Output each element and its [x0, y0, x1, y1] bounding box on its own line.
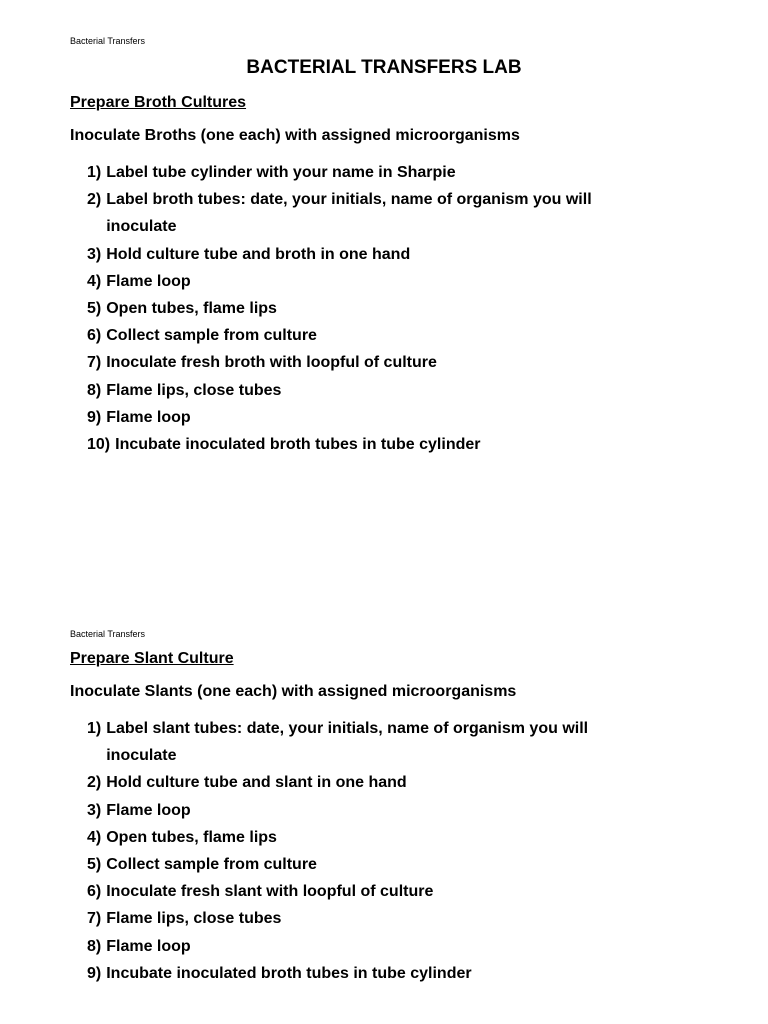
step-number: 8) — [87, 937, 102, 955]
list-item — [87, 404, 687, 431]
list-item — [87, 322, 687, 349]
step-number: 8) — [87, 381, 102, 399]
step-number: 3) — [87, 801, 102, 819]
step-text: Label tube cylinder with your name in Sharpie — [106, 164, 456, 181]
list-item — [87, 960, 687, 987]
list-item — [87, 769, 687, 796]
step-text: Label slant tubes: date, your initials, name of organism you will inoculate — [106, 720, 589, 765]
running-header: Bacterial Transfers — [70, 36, 146, 46]
step-text: Hold culture tube and broth in one hand — [106, 245, 411, 263]
step-text: Flame loop — [106, 272, 191, 290]
step-number: 2) — [87, 191, 102, 209]
step-number: 5) — [87, 300, 102, 318]
step-text: Flame loop — [106, 937, 191, 955]
step-number: 1) — [87, 164, 102, 181]
list-item — [87, 241, 687, 268]
list-item — [87, 349, 687, 376]
step-number: 4) — [87, 828, 102, 846]
section-heading-broth: Prepare Broth Cultures — [70, 94, 247, 111]
list-item — [87, 878, 687, 905]
step-number: 7) — [87, 910, 102, 928]
list-item — [87, 268, 687, 295]
slant-steps-list — [87, 715, 687, 987]
section-heading-slant: Prepare Slant Culture — [70, 650, 234, 667]
step-text: Collect sample from culture — [106, 327, 317, 345]
instruction-slant: Inoculate Slants (one each) with assigned microorganisms — [70, 683, 517, 700]
broth-steps-list — [87, 159, 687, 458]
step-text: Incubate inoculated broth tubes in tube cylinder — [115, 436, 481, 454]
list-item — [87, 431, 687, 458]
instruction-broth: Inoculate Broths (one each) with assigned microorganisms — [70, 127, 520, 144]
list-item — [87, 715, 687, 769]
list-item — [87, 295, 687, 322]
step-number: 3) — [87, 245, 102, 263]
step-number: 10) — [87, 436, 111, 454]
step-number: 6) — [87, 327, 102, 345]
step-text: Flame loop — [106, 801, 191, 819]
list-item — [87, 851, 687, 878]
step-number: 4) — [87, 272, 102, 290]
step-text: Flame lips, close tubes — [106, 381, 282, 399]
step-text: Label broth tubes: date, your initials, name of organism you will inoculate — [106, 191, 592, 236]
list-item — [87, 186, 687, 240]
step-number: 9) — [87, 408, 102, 426]
step-text: Hold culture tube and slant in one hand — [106, 774, 407, 792]
running-header: Bacterial Transfers — [70, 629, 146, 639]
step-number: 1) — [87, 720, 102, 737]
step-text: Collect sample from culture — [106, 856, 317, 874]
step-number: 5) — [87, 856, 102, 874]
list-item — [87, 905, 687, 932]
list-item — [87, 933, 687, 960]
list-item — [87, 159, 687, 186]
step-number: 2) — [87, 774, 102, 792]
document-title: BACTERIAL TRANSFERS LAB — [246, 57, 522, 78]
step-text: Incubate inoculated broth tubes in tube cylinder — [106, 964, 472, 982]
list-item — [87, 377, 687, 404]
step-text: Inoculate fresh broth with loopful of culture — [106, 354, 437, 372]
step-text: Open tubes, flame lips — [106, 828, 277, 846]
step-text: Flame loop — [106, 408, 191, 426]
step-number: 7) — [87, 354, 102, 372]
step-number: 9) — [87, 964, 102, 982]
step-text: Open tubes, flame lips — [106, 300, 277, 318]
step-number: 6) — [87, 883, 102, 901]
step-text: Inoculate fresh slant with loopful of culture — [106, 883, 434, 901]
step-text: Flame lips, close tubes — [106, 910, 282, 928]
list-item — [87, 824, 687, 851]
list-item — [87, 797, 687, 824]
